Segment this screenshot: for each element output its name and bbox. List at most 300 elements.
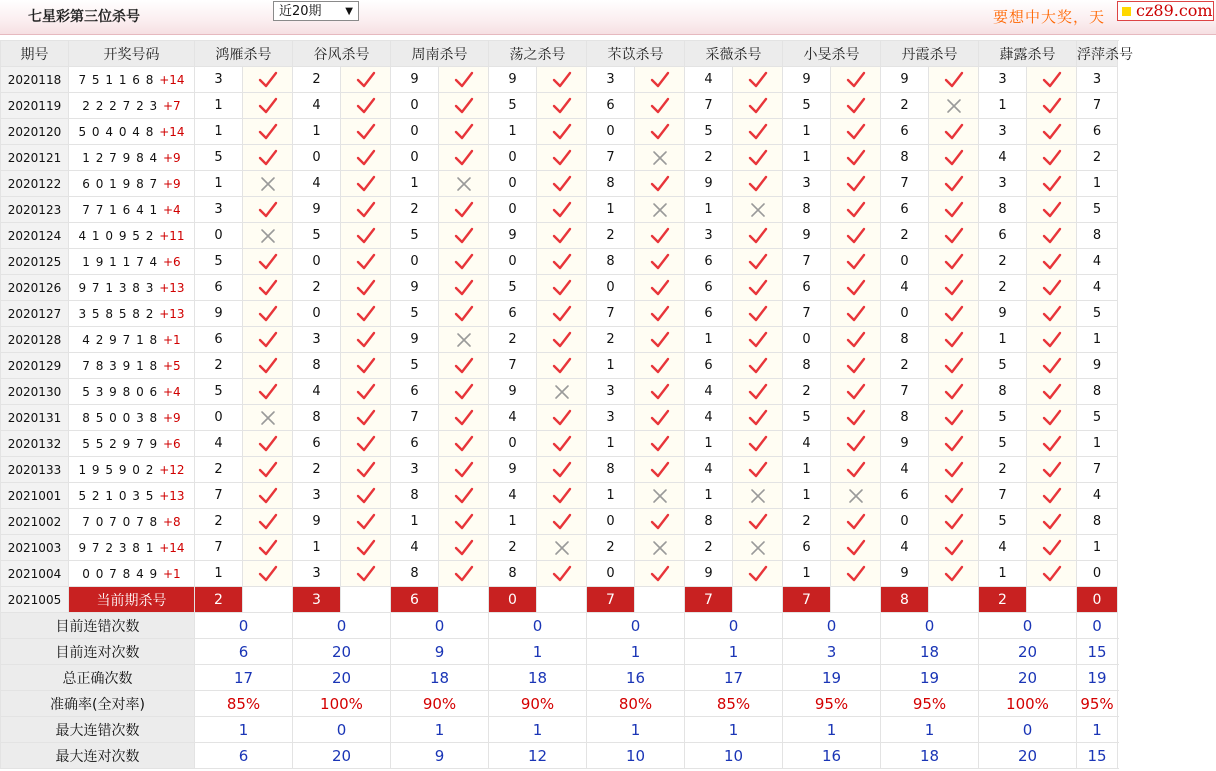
kill-number: 4 bbox=[1077, 483, 1118, 509]
check-icon bbox=[733, 171, 783, 197]
kill-number: 5 bbox=[195, 379, 243, 405]
summary-value: 20 bbox=[979, 743, 1077, 769]
summary-value: 10 bbox=[685, 743, 783, 769]
header-draw-numbers: 开奖号码 bbox=[69, 41, 195, 67]
summary-value: 17 bbox=[685, 665, 783, 691]
check-icon bbox=[243, 275, 293, 301]
kill-number: 0 bbox=[489, 197, 537, 223]
issue-number: 2020128 bbox=[1, 327, 69, 353]
draw-digits: 9 7 1 3 8 3 bbox=[78, 280, 155, 295]
header-predictor: 蕼露杀号 bbox=[979, 41, 1077, 67]
current-blank-cell bbox=[831, 587, 881, 613]
kill-number: 7 bbox=[1077, 457, 1118, 483]
draw-digits: 6 0 1 9 8 7 bbox=[82, 176, 159, 191]
kill-number: 6 bbox=[685, 353, 733, 379]
check-icon bbox=[341, 301, 391, 327]
kill-number: 4 bbox=[881, 275, 929, 301]
kill-number: 6 bbox=[587, 93, 635, 119]
summary-value: 12 bbox=[489, 743, 587, 769]
header-predictor: 浮萍杀号 bbox=[1077, 41, 1118, 67]
check-icon bbox=[831, 535, 881, 561]
table-row bbox=[1, 301, 1118, 327]
summary-value: 95% bbox=[881, 691, 979, 717]
check-icon bbox=[929, 405, 979, 431]
kill-number: 7 bbox=[391, 405, 439, 431]
logo-square-icon bbox=[1122, 7, 1131, 16]
kill-number: 4 bbox=[685, 457, 733, 483]
header-predictor: 谷风杀号 bbox=[293, 41, 391, 67]
check-icon bbox=[831, 405, 881, 431]
check-icon bbox=[831, 249, 881, 275]
kill-number: 1 bbox=[783, 561, 831, 587]
check-icon bbox=[831, 301, 881, 327]
header-predictor: 荡之杀号 bbox=[489, 41, 587, 67]
check-icon bbox=[439, 379, 489, 405]
check-icon bbox=[1027, 457, 1077, 483]
draw-digits: 7 7 1 6 4 1 bbox=[82, 202, 159, 217]
check-icon bbox=[733, 379, 783, 405]
summary-value: 17 bbox=[195, 665, 293, 691]
summary-value: 10 bbox=[587, 743, 685, 769]
check-icon bbox=[341, 535, 391, 561]
kill-number: 3 bbox=[293, 483, 341, 509]
kill-number: 7 bbox=[979, 483, 1027, 509]
check-icon bbox=[1027, 379, 1077, 405]
check-icon bbox=[635, 171, 685, 197]
kill-number: 3 bbox=[587, 379, 635, 405]
kill-number: 8 bbox=[783, 353, 831, 379]
draw-numbers bbox=[69, 93, 195, 119]
check-icon bbox=[1027, 301, 1077, 327]
check-icon bbox=[341, 379, 391, 405]
summary-value: 0 bbox=[1077, 613, 1118, 639]
issue-number: 2021001 bbox=[1, 483, 69, 509]
check-icon bbox=[929, 509, 979, 535]
issue-number: 2021002 bbox=[1, 509, 69, 535]
kill-number: 1 bbox=[195, 561, 243, 587]
draw-extra: +4 bbox=[163, 202, 181, 217]
cross-icon bbox=[635, 197, 685, 223]
cross-icon bbox=[635, 483, 685, 509]
kill-number: 8 bbox=[293, 353, 341, 379]
check-icon bbox=[341, 457, 391, 483]
check-icon bbox=[439, 431, 489, 457]
kill-number: 6 bbox=[783, 535, 831, 561]
draw-numbers bbox=[69, 119, 195, 145]
table-row bbox=[1, 483, 1118, 509]
check-icon bbox=[733, 145, 783, 171]
kill-number: 0 bbox=[489, 249, 537, 275]
kill-number: 4 bbox=[979, 535, 1027, 561]
cross-icon bbox=[537, 535, 587, 561]
kill-number: 6 bbox=[685, 301, 733, 327]
kill-number: 9 bbox=[685, 561, 733, 587]
kill-number: 4 bbox=[783, 431, 831, 457]
current-blank-cell bbox=[1027, 587, 1077, 613]
check-icon bbox=[341, 119, 391, 145]
summary-value: 0 bbox=[979, 717, 1077, 743]
kill-number: 5 bbox=[293, 223, 341, 249]
kill-number: 7 bbox=[489, 353, 537, 379]
check-icon bbox=[635, 327, 685, 353]
check-icon bbox=[341, 171, 391, 197]
summary-value: 0 bbox=[979, 613, 1077, 639]
draw-extra: +14 bbox=[159, 72, 185, 87]
check-icon bbox=[439, 249, 489, 275]
kill-number: 6 bbox=[881, 119, 929, 145]
kill-number: 1 bbox=[783, 119, 831, 145]
current-blank-cell bbox=[929, 587, 979, 613]
current-kill-label: 当前期杀号 bbox=[69, 587, 195, 613]
kill-number: 5 bbox=[979, 353, 1027, 379]
draw-numbers bbox=[69, 379, 195, 405]
check-icon bbox=[537, 119, 587, 145]
kill-number: 9 bbox=[391, 275, 439, 301]
draw-numbers bbox=[69, 327, 195, 353]
kill-number: 1 bbox=[489, 119, 537, 145]
summary-value: 0 bbox=[783, 613, 881, 639]
check-icon bbox=[439, 301, 489, 327]
period-select-value: 近20期 bbox=[279, 4, 322, 19]
kill-number: 8 bbox=[1077, 509, 1118, 535]
check-icon bbox=[831, 561, 881, 587]
current-kill-number: 8 bbox=[881, 587, 929, 613]
check-icon bbox=[635, 275, 685, 301]
kill-number: 0 bbox=[881, 249, 929, 275]
check-icon bbox=[439, 197, 489, 223]
check-icon bbox=[439, 93, 489, 119]
logo-text: cz89.com bbox=[1136, 1, 1213, 20]
summary-value: 0 bbox=[293, 717, 391, 743]
header-predictor: 采薇杀号 bbox=[685, 41, 783, 67]
check-icon bbox=[929, 379, 979, 405]
kill-number: 6 bbox=[293, 431, 341, 457]
kill-number: 2 bbox=[587, 535, 635, 561]
check-icon bbox=[929, 171, 979, 197]
current-kill-number: 7 bbox=[783, 587, 831, 613]
check-icon bbox=[439, 535, 489, 561]
kill-number: 0 bbox=[195, 405, 243, 431]
kill-number: 6 bbox=[783, 275, 831, 301]
check-icon bbox=[733, 353, 783, 379]
table-row bbox=[1, 93, 1118, 119]
summary-label: 目前连错次数 bbox=[1, 613, 195, 639]
current-blank-cell bbox=[537, 587, 587, 613]
kill-number: 9 bbox=[195, 301, 243, 327]
table-row bbox=[1, 509, 1118, 535]
header-predictor: 丹霞杀号 bbox=[881, 41, 979, 67]
check-icon bbox=[1027, 327, 1077, 353]
check-icon bbox=[929, 301, 979, 327]
cross-icon bbox=[929, 93, 979, 119]
summary-value: 1 bbox=[881, 717, 979, 743]
summary-label: 目前连对次数 bbox=[1, 639, 195, 665]
check-icon bbox=[537, 145, 587, 171]
check-icon bbox=[831, 223, 881, 249]
summary-label: 准确率(全对率) bbox=[1, 691, 195, 717]
current-kill-number: 0 bbox=[1077, 587, 1118, 613]
check-icon bbox=[439, 119, 489, 145]
kill-number: 5 bbox=[783, 405, 831, 431]
check-icon bbox=[733, 275, 783, 301]
check-icon bbox=[733, 431, 783, 457]
kill-number: 9 bbox=[293, 509, 341, 535]
summary-value: 1 bbox=[587, 639, 685, 665]
kill-number: 1 bbox=[391, 509, 439, 535]
summary-value: 85% bbox=[195, 691, 293, 717]
draw-digits: 9 7 2 3 8 1 bbox=[78, 540, 155, 555]
summary-value: 18 bbox=[489, 665, 587, 691]
kill-number: 1 bbox=[1077, 327, 1118, 353]
check-icon bbox=[341, 93, 391, 119]
kill-number: 6 bbox=[391, 431, 439, 457]
check-icon bbox=[243, 509, 293, 535]
kill-number: 3 bbox=[587, 405, 635, 431]
kill-number: 1 bbox=[587, 431, 635, 457]
kill-number: 8 bbox=[587, 249, 635, 275]
summary-value: 0 bbox=[293, 613, 391, 639]
kill-number: 3 bbox=[391, 457, 439, 483]
kill-number: 9 bbox=[783, 223, 831, 249]
kill-number: 1 bbox=[391, 171, 439, 197]
draw-digits: 1 9 5 9 0 2 bbox=[78, 462, 155, 477]
kill-number: 6 bbox=[881, 483, 929, 509]
check-icon bbox=[537, 275, 587, 301]
kill-number: 8 bbox=[979, 379, 1027, 405]
draw-digits: 5 3 9 8 0 6 bbox=[82, 384, 159, 399]
kill-number: 0 bbox=[391, 145, 439, 171]
draw-digits: 7 0 7 0 7 8 bbox=[82, 514, 159, 529]
kill-number: 5 bbox=[489, 93, 537, 119]
check-icon bbox=[341, 67, 391, 93]
issue-number: 2020132 bbox=[1, 431, 69, 457]
summary-value: 3 bbox=[783, 639, 881, 665]
check-icon bbox=[733, 119, 783, 145]
check-icon bbox=[635, 561, 685, 587]
summary-value: 0 bbox=[489, 613, 587, 639]
kill-number: 2 bbox=[195, 353, 243, 379]
check-icon bbox=[1027, 223, 1077, 249]
check-icon bbox=[635, 353, 685, 379]
issue-number: 2020126 bbox=[1, 275, 69, 301]
kill-number: 0 bbox=[293, 145, 341, 171]
kill-number: 2 bbox=[293, 275, 341, 301]
check-icon bbox=[243, 119, 293, 145]
check-icon bbox=[635, 509, 685, 535]
kill-number: 4 bbox=[979, 145, 1027, 171]
kill-number: 6 bbox=[685, 275, 733, 301]
kill-number: 5 bbox=[391, 353, 439, 379]
check-icon bbox=[243, 327, 293, 353]
summary-row bbox=[1, 665, 1118, 691]
kill-number: 3 bbox=[293, 561, 341, 587]
check-icon bbox=[733, 509, 783, 535]
summary-value: 18 bbox=[881, 639, 979, 665]
period-select[interactable] bbox=[273, 1, 359, 21]
kill-number: 8 bbox=[685, 509, 733, 535]
kill-number: 7 bbox=[1077, 93, 1118, 119]
check-icon bbox=[831, 67, 881, 93]
header-predictor: 小旻杀号 bbox=[783, 41, 881, 67]
kill-number: 0 bbox=[489, 431, 537, 457]
check-icon bbox=[929, 197, 979, 223]
check-icon bbox=[537, 249, 587, 275]
kill-number: 2 bbox=[587, 223, 635, 249]
kill-number: 4 bbox=[685, 67, 733, 93]
check-icon bbox=[635, 249, 685, 275]
kill-number: 8 bbox=[1077, 379, 1118, 405]
summary-value: 6 bbox=[195, 639, 293, 665]
table-row bbox=[1, 379, 1118, 405]
summary-value: 1 bbox=[783, 717, 881, 743]
kill-number: 9 bbox=[391, 67, 439, 93]
draw-extra: +12 bbox=[159, 462, 185, 477]
kill-number: 5 bbox=[979, 405, 1027, 431]
summary-value: 20 bbox=[979, 665, 1077, 691]
issue-number: 2020131 bbox=[1, 405, 69, 431]
kill-number: 0 bbox=[489, 171, 537, 197]
check-icon bbox=[929, 483, 979, 509]
summary-value: 1 bbox=[391, 717, 489, 743]
table-row bbox=[1, 145, 1118, 171]
check-icon bbox=[341, 197, 391, 223]
kill-number: 2 bbox=[881, 223, 929, 249]
kill-number: 3 bbox=[195, 197, 243, 223]
kill-number: 2 bbox=[685, 535, 733, 561]
check-icon bbox=[733, 561, 783, 587]
check-icon bbox=[537, 431, 587, 457]
summary-row bbox=[1, 691, 1118, 717]
check-icon bbox=[831, 93, 881, 119]
kill-number: 2 bbox=[587, 327, 635, 353]
kill-number: 1 bbox=[1077, 535, 1118, 561]
table-row bbox=[1, 327, 1118, 353]
summary-value: 1 bbox=[685, 717, 783, 743]
draw-extra: +11 bbox=[159, 228, 185, 243]
check-icon bbox=[929, 431, 979, 457]
draw-digits: 0 0 7 8 4 9 bbox=[82, 566, 159, 581]
check-icon bbox=[243, 457, 293, 483]
issue-number: 2020121 bbox=[1, 145, 69, 171]
check-icon bbox=[1027, 483, 1077, 509]
check-icon bbox=[341, 353, 391, 379]
site-logo[interactable] bbox=[1117, 1, 1214, 21]
kill-number: 5 bbox=[489, 275, 537, 301]
header-predictor: 周南杀号 bbox=[391, 41, 489, 67]
current-kill-number: 2 bbox=[195, 587, 243, 613]
kill-number: 7 bbox=[783, 249, 831, 275]
kill-number: 8 bbox=[783, 197, 831, 223]
summary-value: 100% bbox=[979, 691, 1077, 717]
kill-number: 5 bbox=[685, 119, 733, 145]
kill-number: 5 bbox=[979, 509, 1027, 535]
kill-number: 0 bbox=[293, 249, 341, 275]
summary-value: 90% bbox=[391, 691, 489, 717]
check-icon bbox=[929, 457, 979, 483]
kill-number: 3 bbox=[783, 171, 831, 197]
check-icon bbox=[1027, 405, 1077, 431]
check-icon bbox=[635, 431, 685, 457]
kill-number: 9 bbox=[1077, 353, 1118, 379]
kill-number: 8 bbox=[391, 561, 439, 587]
check-icon bbox=[929, 223, 979, 249]
draw-numbers bbox=[69, 457, 195, 483]
summary-row bbox=[1, 743, 1118, 769]
draw-extra: +9 bbox=[163, 150, 181, 165]
table-row bbox=[1, 431, 1118, 457]
draw-extra: +13 bbox=[159, 280, 185, 295]
summary-value: 95% bbox=[1077, 691, 1118, 717]
chevron-down-icon: ▼ bbox=[345, 6, 353, 17]
kill-number: 2 bbox=[881, 93, 929, 119]
kill-number: 1 bbox=[783, 457, 831, 483]
kill-number: 2 bbox=[1077, 145, 1118, 171]
current-blank-cell bbox=[733, 587, 783, 613]
check-icon bbox=[929, 67, 979, 93]
kill-number: 2 bbox=[489, 327, 537, 353]
kill-number: 4 bbox=[293, 379, 341, 405]
check-icon bbox=[243, 561, 293, 587]
kill-number: 4 bbox=[1077, 275, 1118, 301]
kill-number: 5 bbox=[391, 301, 439, 327]
check-icon bbox=[243, 535, 293, 561]
check-icon bbox=[341, 145, 391, 171]
table-row bbox=[1, 535, 1118, 561]
kill-number: 7 bbox=[587, 145, 635, 171]
summary-value: 1 bbox=[489, 717, 587, 743]
kill-number: 7 bbox=[195, 483, 243, 509]
kill-number: 0 bbox=[587, 509, 635, 535]
summary-label: 最大连错次数 bbox=[1, 717, 195, 743]
draw-numbers bbox=[69, 275, 195, 301]
draw-extra: +4 bbox=[163, 384, 181, 399]
slogan-text: 要想中大奖，天 bbox=[993, 8, 1106, 26]
summary-label: 总正确次数 bbox=[1, 665, 195, 691]
check-icon bbox=[733, 457, 783, 483]
draw-extra: +5 bbox=[163, 358, 181, 373]
kill-number: 1 bbox=[1077, 431, 1118, 457]
check-icon bbox=[537, 457, 587, 483]
table-row bbox=[1, 249, 1118, 275]
kill-number: 1 bbox=[1077, 171, 1118, 197]
kill-number: 4 bbox=[881, 535, 929, 561]
kill-number: 0 bbox=[489, 145, 537, 171]
check-icon bbox=[733, 67, 783, 93]
draw-extra: +8 bbox=[163, 514, 181, 529]
kill-number: 8 bbox=[293, 405, 341, 431]
check-icon bbox=[243, 301, 293, 327]
check-icon bbox=[1027, 431, 1077, 457]
draw-numbers bbox=[69, 483, 195, 509]
cross-icon bbox=[243, 405, 293, 431]
draw-numbers bbox=[69, 223, 195, 249]
kill-number: 7 bbox=[195, 535, 243, 561]
draw-numbers bbox=[69, 197, 195, 223]
kill-number: 5 bbox=[979, 431, 1027, 457]
current-kill-number: 7 bbox=[587, 587, 635, 613]
draw-extra: +9 bbox=[163, 176, 181, 191]
check-icon bbox=[831, 119, 881, 145]
kill-number: 1 bbox=[587, 353, 635, 379]
draw-extra: +13 bbox=[159, 306, 185, 321]
check-icon bbox=[243, 379, 293, 405]
kill-number: 2 bbox=[195, 509, 243, 535]
check-icon bbox=[831, 353, 881, 379]
check-icon bbox=[341, 275, 391, 301]
cross-icon bbox=[439, 171, 489, 197]
summary-value: 20 bbox=[979, 639, 1077, 665]
summary-value: 0 bbox=[685, 613, 783, 639]
